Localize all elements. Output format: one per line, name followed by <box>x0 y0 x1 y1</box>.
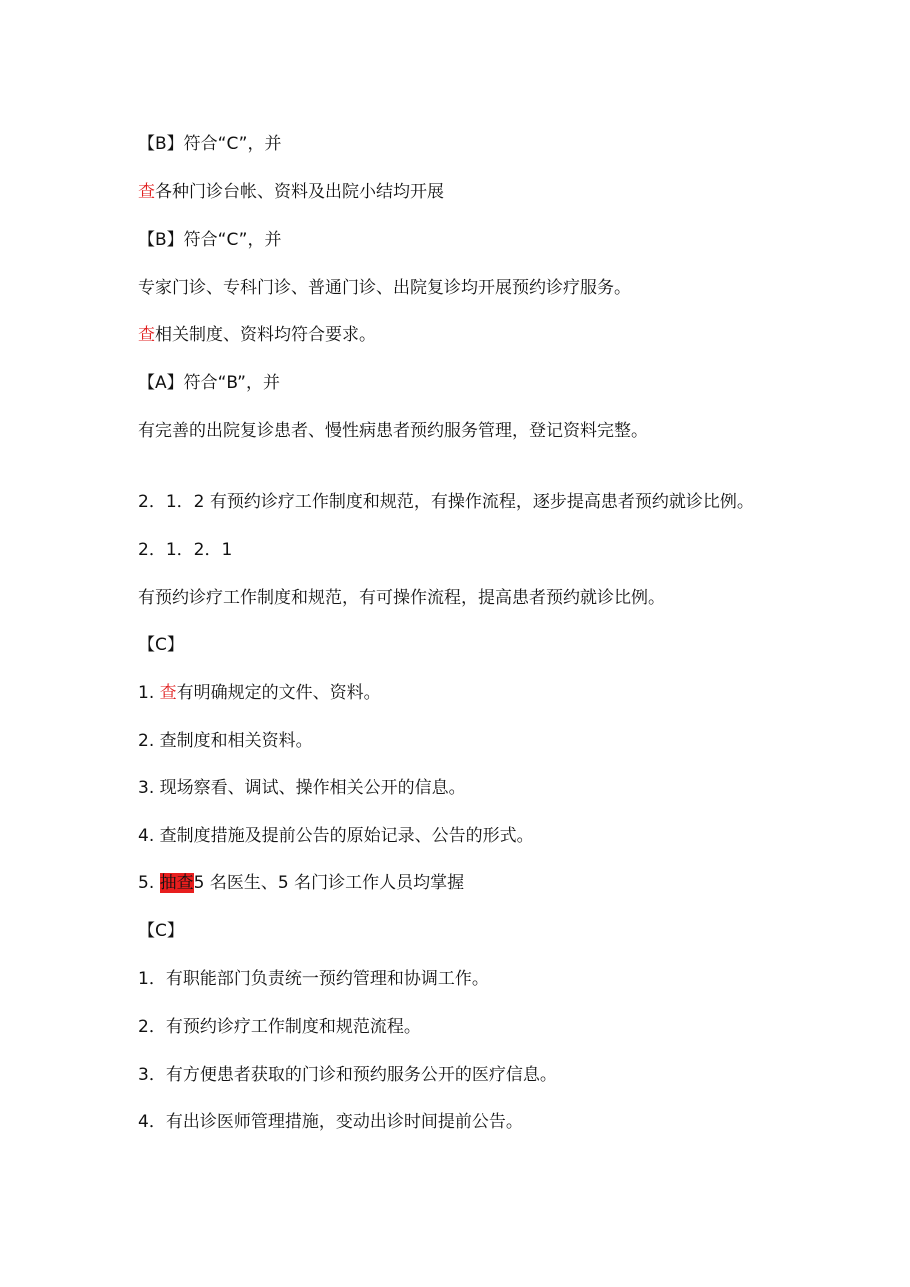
list-number: 2． <box>138 1017 166 1037</box>
grade-label: 【C】 <box>138 635 184 655</box>
grade-c-heading-1 <box>138 633 184 657</box>
list-number: 1． <box>138 969 166 989</box>
list-item-text: 查制度和相关资料。 <box>159 731 313 751</box>
list-item-1 <box>138 681 381 705</box>
check-marker-red: 查 <box>159 683 177 703</box>
line-text: 【A】符合“B”，并 <box>138 373 280 393</box>
list-number: 4． <box>138 1112 166 1132</box>
complete-records-line <box>138 419 648 443</box>
list-number: 2. <box>138 731 160 751</box>
list-number: 3． <box>138 1065 166 1085</box>
grade-b-line-1 <box>138 132 281 156</box>
check-regulations-line <box>138 323 376 347</box>
requirement-item-4 <box>138 1110 523 1134</box>
list-number: 5. <box>138 873 160 893</box>
list-item-text: 有职能部门负责统一预约管理和协调工作。 <box>165 969 489 989</box>
grade-c-heading-2 <box>138 919 184 943</box>
list-number: 1. <box>138 683 160 703</box>
list-item-text: 有出诊医师管理措施，变动出诊时间提前公告。 <box>165 1112 523 1132</box>
list-item-text: 有方便患者获取的门诊和预约服务公开的医疗信息。 <box>165 1065 557 1085</box>
grade-b-line-2 <box>138 228 281 252</box>
list-item-4 <box>138 824 534 848</box>
line-text: 【B】符合“C”，并 <box>138 134 282 154</box>
check-marker-red: 查 <box>138 182 155 202</box>
section-description-line <box>138 586 665 610</box>
requirement-item-1 <box>138 967 489 991</box>
list-item-2 <box>138 729 313 753</box>
line-text: 各种门诊台帐、资料及出院小结均开展 <box>155 182 444 202</box>
line-text: 有完善的出院复诊患者、慢性病患者预约服务管理，登记资料完整。 <box>138 421 648 441</box>
section-number-text: 2．1．2．1 <box>138 540 233 560</box>
line-text: 专家门诊、专科门诊、普通门诊、出院复诊均开展预约诊疗服务。 <box>138 278 631 298</box>
requirement-item-3 <box>138 1063 557 1087</box>
grade-label: 【C】 <box>138 921 184 941</box>
section-number-2-1-2-1 <box>138 538 232 562</box>
check-ledger-line <box>138 180 444 204</box>
line-text: 有预约诊疗工作制度和规范，有可操作流程，提高患者预约就诊比例。 <box>138 588 665 608</box>
line-text: 【B】符合“C”，并 <box>138 230 282 250</box>
list-item-text: 5 名医生、5 名门诊工作人员均掌握 <box>193 873 465 893</box>
section-heading-2-1-2 <box>138 490 754 514</box>
list-item-text: 有明确规定的文件、资料。 <box>176 683 381 703</box>
clinics-appointment-line <box>138 276 631 300</box>
list-item-5 <box>138 871 464 895</box>
grade-a-line <box>138 371 280 395</box>
list-item-3 <box>138 776 466 800</box>
list-item-text: 现场察看、调试、操作相关公开的信息。 <box>159 778 466 798</box>
check-marker-red: 查 <box>138 325 155 345</box>
list-number: 3. <box>138 778 160 798</box>
spot-check-highlight: 抽查 <box>159 873 194 893</box>
section-heading-text: 2．1．2 有预约诊疗工作制度和规范，有操作流程，逐步提高患者预约就诊比例。 <box>138 492 754 512</box>
list-item-text: 有预约诊疗工作制度和规范流程。 <box>165 1017 421 1037</box>
requirement-item-2 <box>138 1015 421 1039</box>
line-text: 相关制度、资料均符合要求。 <box>155 325 376 345</box>
list-number: 4. <box>138 826 160 846</box>
list-item-text: 查制度措施及提前公告的原始记录、公告的形式。 <box>159 826 534 846</box>
